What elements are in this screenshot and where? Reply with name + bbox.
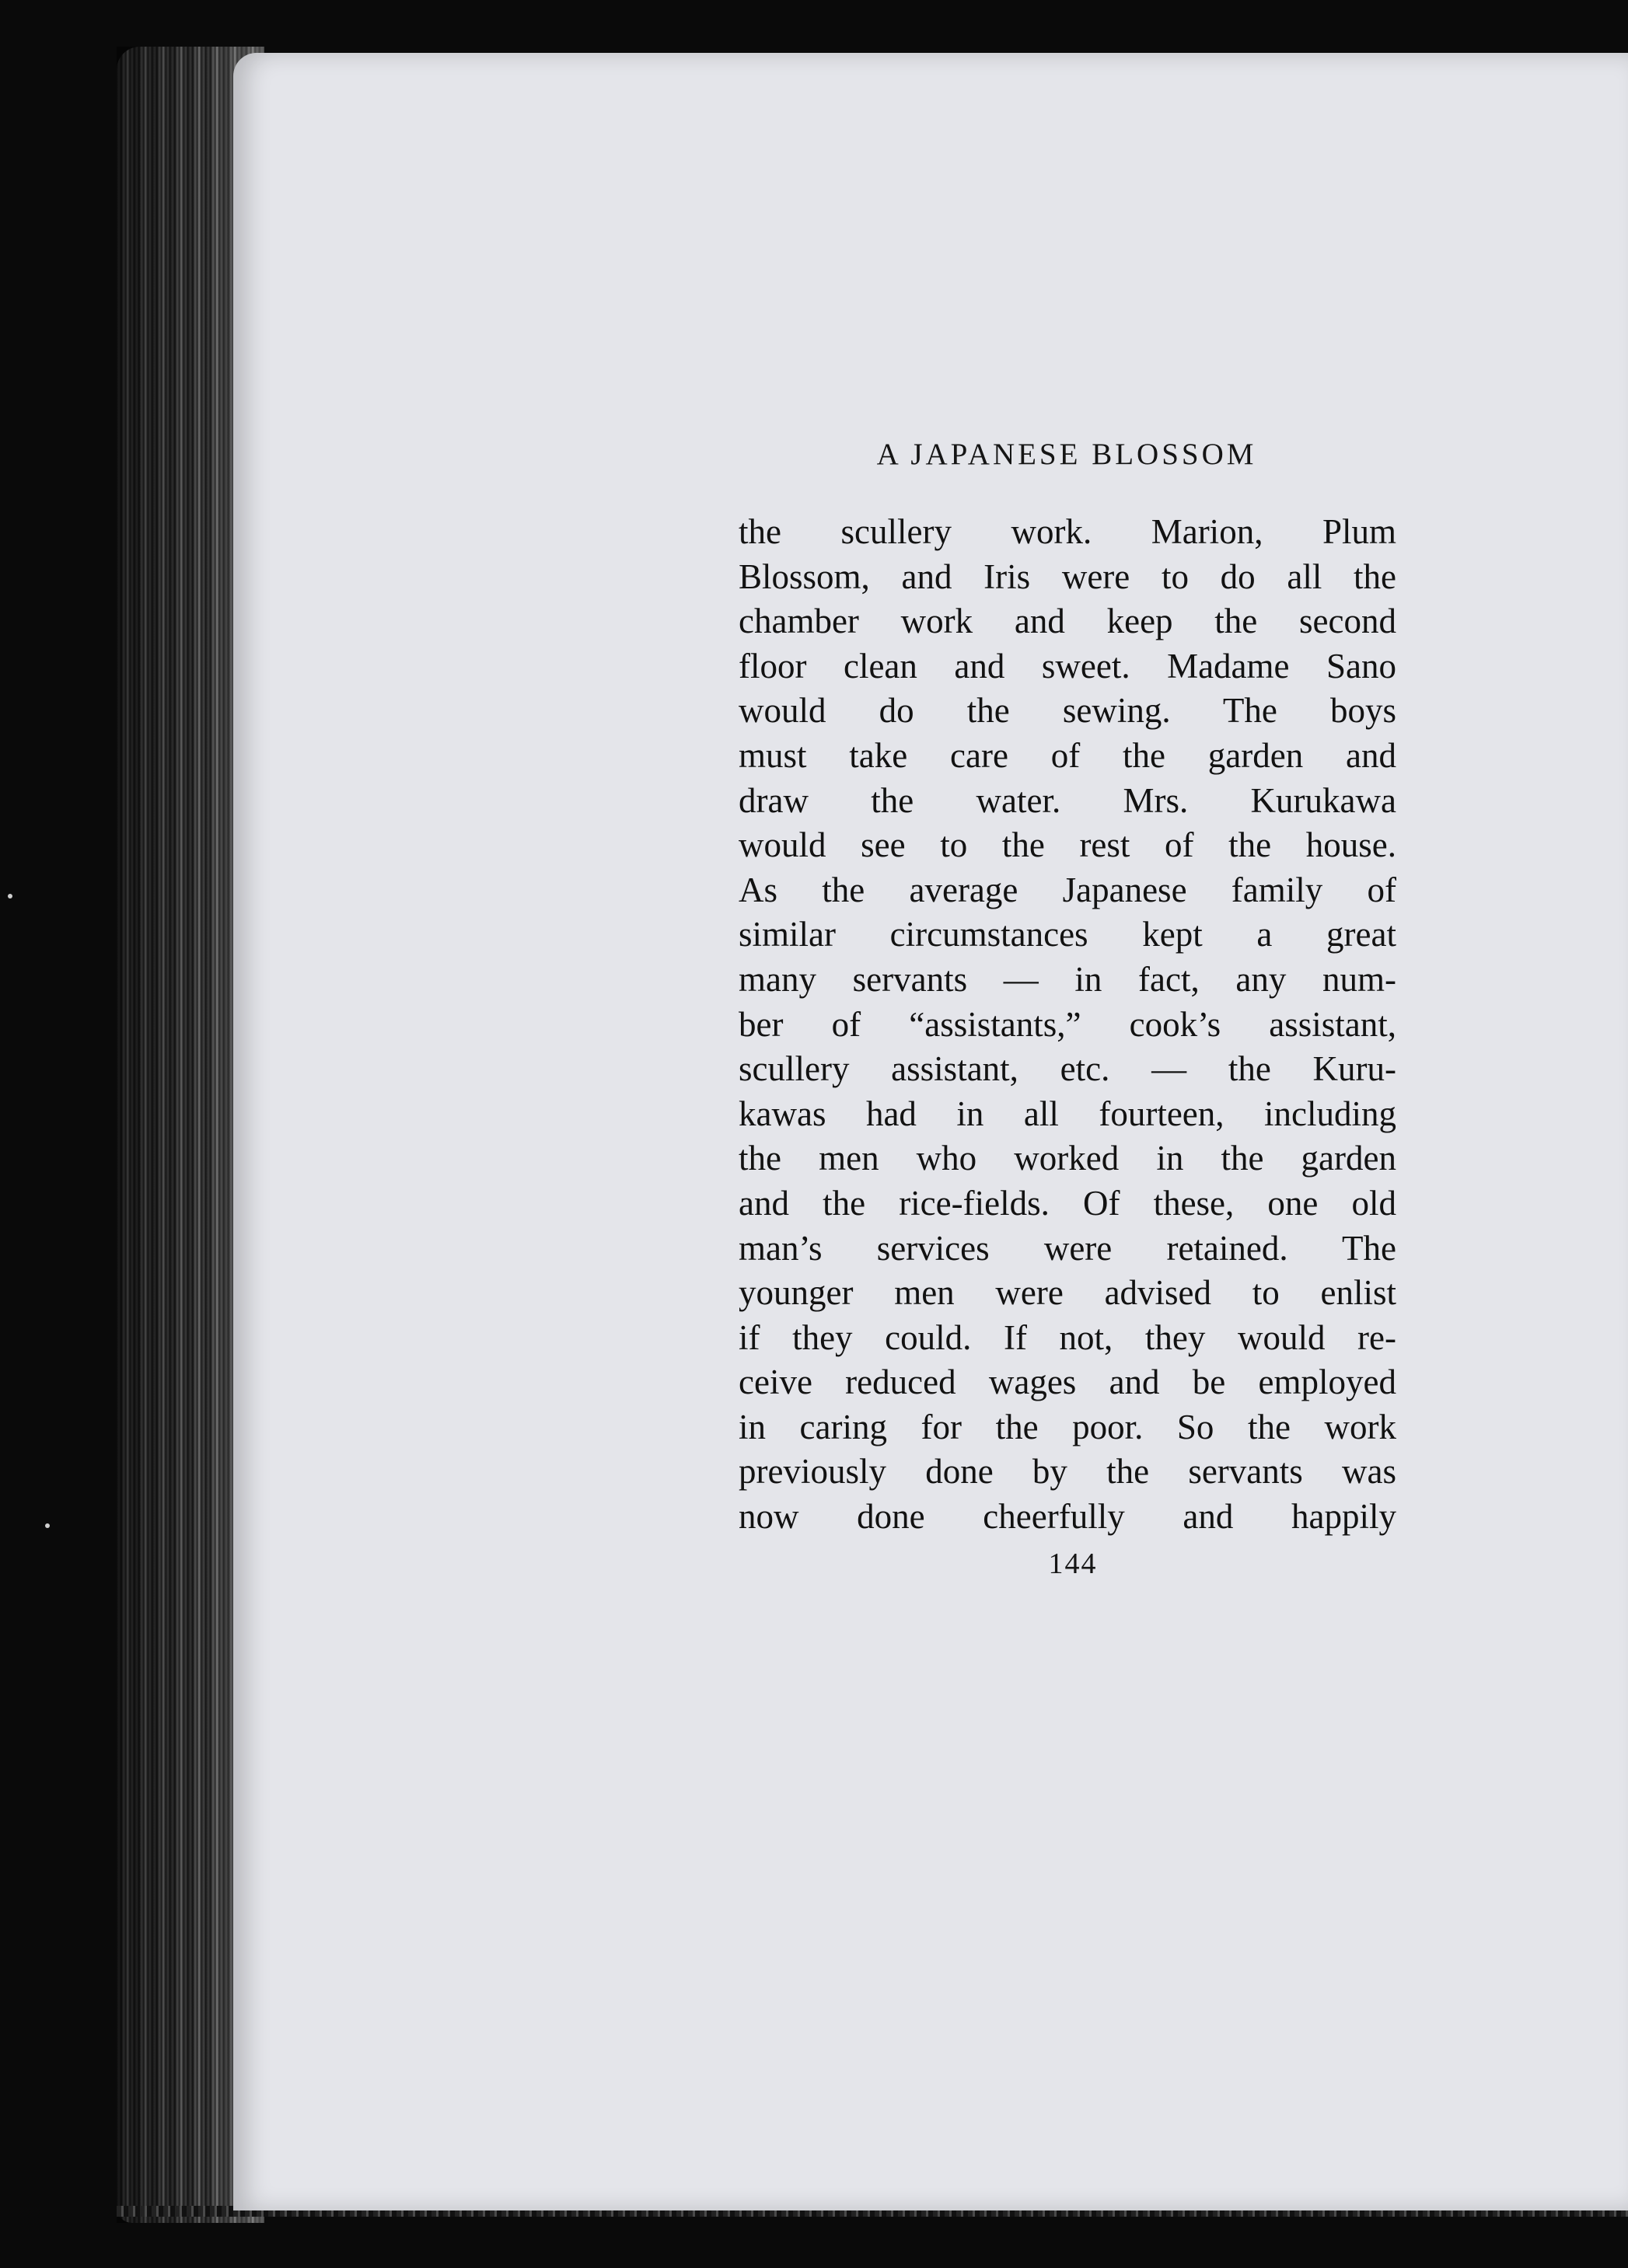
- text-line: would do the sewing. The boys: [739, 691, 1396, 731]
- scan-speck: [8, 894, 12, 898]
- text-line: now done cheerfully and happily: [739, 1497, 1396, 1537]
- text-line: As the average Japanese family of: [739, 870, 1396, 909]
- text-line: previously done by the servants was: [739, 1452, 1396, 1492]
- text-line: man’s services were retained. The: [739, 1228, 1396, 1268]
- body-text: [739, 510, 1396, 1540]
- text-line: kawas had in all fourteen, including: [739, 1094, 1396, 1133]
- running-head: A JAPANESE BLOSSOM: [876, 438, 1257, 471]
- text-line: chamber work and keep the second: [739, 602, 1396, 641]
- text-line: scullery assistant, etc. — the Kuru-: [739, 1049, 1396, 1089]
- text-line: younger men were advised to enlist: [739, 1273, 1396, 1313]
- text-line: must take care of the garden and: [739, 735, 1396, 775]
- text-line: draw the water. Mrs. Kurukawa: [739, 780, 1396, 820]
- text-line: the men who worked in the garden: [739, 1139, 1396, 1178]
- text-line: in caring for the poor. So the work: [739, 1407, 1396, 1446]
- scan-speck: [45, 1523, 50, 1528]
- text-line: floor clean and sweet. Madame Sano: [739, 646, 1396, 686]
- text-line: and the rice-fields. Of these, one old: [739, 1183, 1396, 1223]
- text-line: Blossom, and Iris were to do all the: [739, 557, 1396, 596]
- text-line: would see to the rest of the house.: [739, 825, 1396, 865]
- page-number: 144: [1048, 1547, 1098, 1580]
- text-line: ber of “assistants,” cook’s assistant,: [739, 1004, 1396, 1044]
- text-line: similar circumstances kept a great: [739, 915, 1396, 954]
- text-line: many servants — in fact, any num-: [739, 959, 1396, 999]
- text-line: the scullery work. Marion, Plum: [739, 512, 1396, 551]
- text-line: if they could. If not, they would re-: [739, 1317, 1396, 1357]
- text-line: ceive reduced wages and be employed: [739, 1363, 1396, 1402]
